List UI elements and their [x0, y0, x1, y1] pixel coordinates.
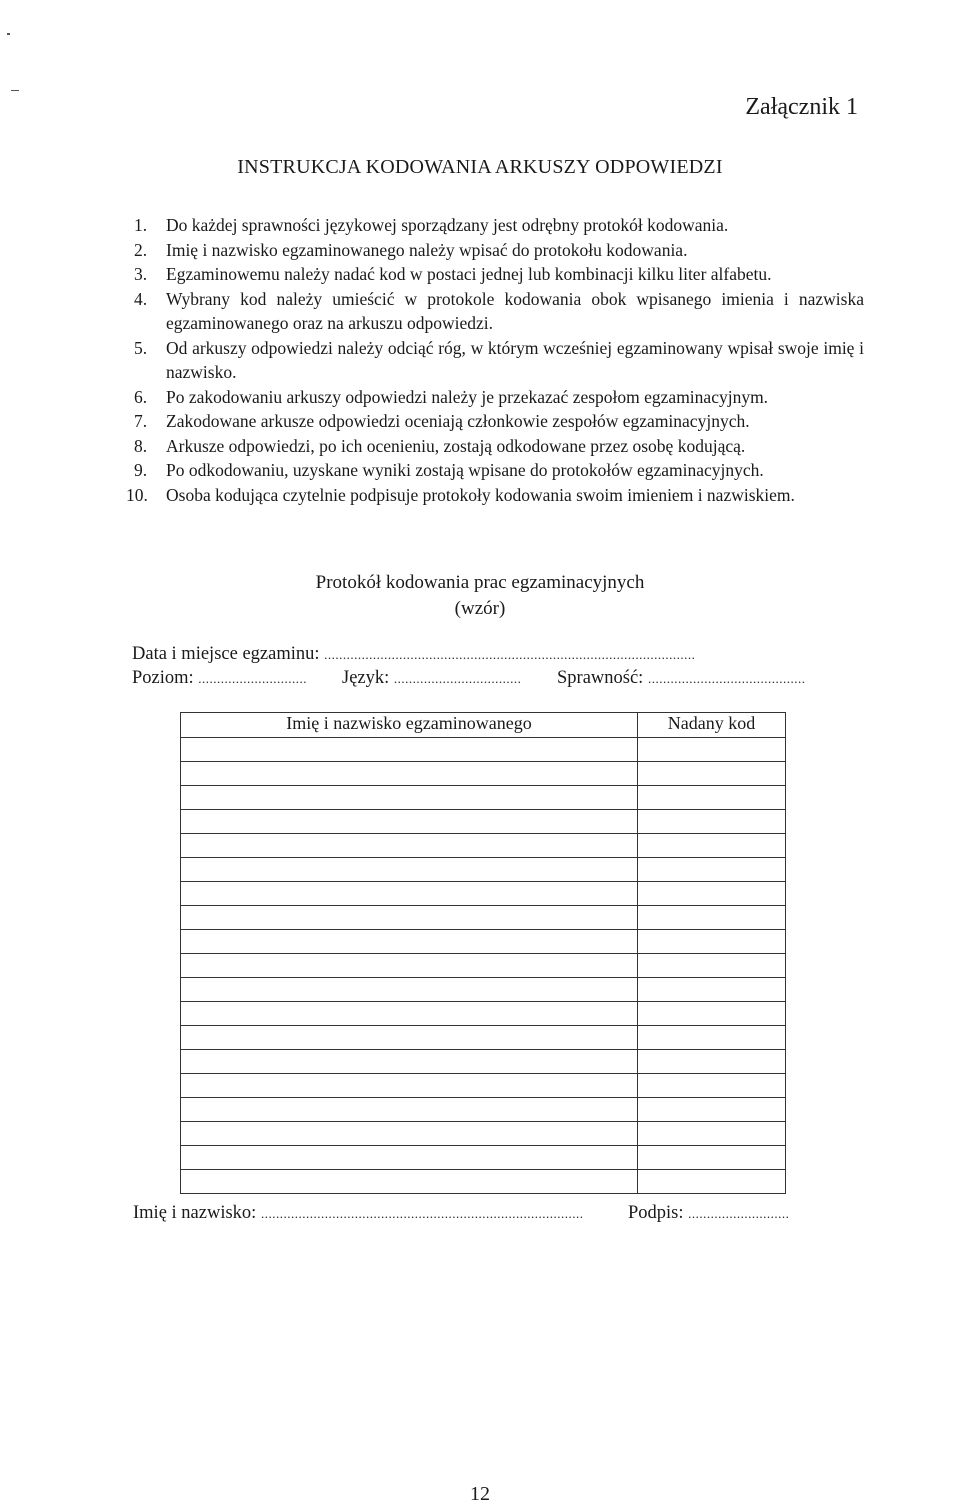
- document-title: INSTRUKCJA KODOWANIA ARKUSZY ODPOWIEDZI: [237, 156, 723, 178]
- code-cell[interactable]: [638, 786, 786, 810]
- name-cell[interactable]: [181, 1002, 638, 1026]
- date-place-dots[interactable]: ...................................................................................................: [324, 647, 696, 662]
- table-row: [181, 1026, 786, 1050]
- code-cell[interactable]: [638, 1026, 786, 1050]
- instruction-number: 8.: [134, 435, 148, 456]
- page-number: 12: [470, 1483, 490, 1505]
- table-row: [181, 834, 786, 858]
- code-cell[interactable]: [638, 978, 786, 1002]
- instruction-text: Zakodowane arkusze odpowiedzi oceniają członkowie zespołów egzaminacyjnych.: [166, 411, 750, 431]
- skill-dots[interactable]: ..........................................: [647, 671, 806, 686]
- coder-name-field: [133, 1203, 583, 1224]
- table-row: [181, 858, 786, 882]
- scan-speck: [11, 90, 19, 91]
- instruction-number: 2.: [134, 239, 148, 260]
- instruction-number: 1.: [134, 215, 148, 235]
- instruction-item: [124, 287, 864, 336]
- name-cell[interactable]: [181, 762, 638, 786]
- level-field: [132, 668, 307, 689]
- code-cell[interactable]: [638, 858, 786, 882]
- instruction-item: [124, 458, 864, 483]
- instruction-item: [124, 483, 864, 508]
- code-cell[interactable]: [638, 1050, 786, 1074]
- protocol-title: Protokół kodowania prac egzaminacyjnych: [315, 572, 645, 593]
- protocol-subtitle: (wzór): [454, 598, 506, 619]
- coding-table-header: [181, 713, 786, 738]
- table-row: [181, 762, 786, 786]
- table-row: [181, 1074, 786, 1098]
- table-row: [181, 906, 786, 930]
- level-label: Poziom:: [132, 668, 194, 688]
- table-row: [181, 810, 786, 834]
- instruction-text: Od arkuszy odpowiedzi należy odciąć róg, w którym wcześniej egzaminowany wpisał swoje imię i nazwisko.: [166, 337, 864, 382]
- instruction-text: Wybrany kod należy umieścić w protokole kodowania obok wpisanego imienia i nazwiska egzaminowanego oraz na arkuszu odpowiedzi.: [166, 288, 864, 333]
- code-cell[interactable]: [638, 906, 786, 930]
- protocol-heading: [0, 570, 960, 622]
- name-cell[interactable]: [181, 786, 638, 810]
- table-row: [181, 786, 786, 810]
- instruction-text: Po odkodowaniu, uzyskane wyniki zostają wpisane do protokołów egzaminacyjnych.: [166, 460, 764, 480]
- instruction-text: Po zakodowaniu arkuszy odpowiedzi należy je przekazać zespołom egzaminacyjnym.: [166, 386, 769, 407]
- name-cell[interactable]: [181, 858, 638, 882]
- code-cell[interactable]: [638, 882, 786, 906]
- table-row: [181, 882, 786, 906]
- signature-label: Podpis:: [628, 1203, 684, 1223]
- code-cell[interactable]: [638, 834, 786, 858]
- table-row: [181, 1146, 786, 1170]
- code-cell[interactable]: [638, 1002, 786, 1026]
- instruction-item: [124, 238, 864, 263]
- instruction-item: [124, 262, 864, 287]
- name-cell[interactable]: [181, 906, 638, 930]
- name-cell[interactable]: [181, 954, 638, 978]
- name-cell[interactable]: [181, 1170, 638, 1194]
- code-cell[interactable]: [638, 1074, 786, 1098]
- table-row: [181, 738, 786, 762]
- name-cell[interactable]: [181, 1026, 638, 1050]
- instruction-list: [124, 213, 864, 507]
- code-cell[interactable]: [638, 738, 786, 762]
- table-row: [181, 1122, 786, 1146]
- code-cell[interactable]: [638, 930, 786, 954]
- instruction-number: 4.: [134, 288, 148, 309]
- code-cell[interactable]: [638, 954, 786, 978]
- table-row: [181, 1098, 786, 1122]
- coding-table: [180, 712, 786, 1194]
- name-cell[interactable]: [181, 930, 638, 954]
- name-cell[interactable]: [181, 834, 638, 858]
- code-cell[interactable]: [638, 1098, 786, 1122]
- language-field: [342, 668, 521, 689]
- scan-speck: [7, 33, 10, 35]
- name-cell[interactable]: [181, 978, 638, 1002]
- instruction-item: [124, 409, 864, 434]
- name-cell[interactable]: [181, 1098, 638, 1122]
- name-cell[interactable]: [181, 1146, 638, 1170]
- instruction-item: [124, 336, 864, 385]
- level-dots[interactable]: .............................: [198, 671, 308, 686]
- instruction-item: [124, 385, 864, 410]
- instruction-text: Osoba kodująca czytelnie podpisuje protokoły kodowania swoim imieniem i nazwiskiem.: [166, 484, 795, 505]
- annex-label: Załącznik 1: [745, 94, 858, 120]
- name-cell[interactable]: [181, 882, 638, 906]
- signature-dots[interactable]: ...........................: [688, 1206, 790, 1221]
- instruction-text: Imię i nazwisko egzaminowanego należy wpisać do protokołu kodowania.: [166, 239, 688, 260]
- skill-label: Sprawność:: [557, 668, 644, 688]
- name-cell[interactable]: [181, 1074, 638, 1098]
- instruction-text: Do każdej sprawności językowej sporządzany jest odrębny protokół kodowania.: [166, 215, 729, 235]
- col-name-header: Imię i nazwisko egzaminowanego: [181, 713, 638, 738]
- instruction-number: 6.: [134, 386, 148, 407]
- name-cell[interactable]: [181, 810, 638, 834]
- col-code-header: Nadany kod: [638, 713, 786, 738]
- language-dots[interactable]: ..................................: [393, 671, 522, 686]
- instruction-number: 3.: [134, 264, 148, 284]
- table-row: [181, 954, 786, 978]
- code-cell[interactable]: [638, 1146, 786, 1170]
- instruction-number: 9.: [134, 460, 148, 480]
- table-row: [181, 1050, 786, 1074]
- name-cell[interactable]: [181, 738, 638, 762]
- table-row: [181, 978, 786, 1002]
- name-cell[interactable]: [181, 1122, 638, 1146]
- instruction-number: 10.: [126, 484, 148, 505]
- code-cell[interactable]: [638, 810, 786, 834]
- table-row: [181, 1170, 786, 1194]
- signature-field: [628, 1203, 789, 1224]
- name-cell[interactable]: [181, 1050, 638, 1074]
- coder-name-dots[interactable]: ......................................................................................: [260, 1206, 584, 1221]
- language-label: Język:: [342, 668, 390, 688]
- code-cell[interactable]: [638, 1122, 786, 1146]
- coder-name-label: Imię i nazwisko:: [133, 1203, 257, 1223]
- instruction-text: Egzaminowemu należy nadać kod w postaci jednej lub kombinacji kilku liter alfabetu.: [166, 264, 772, 284]
- instruction-number: 5.: [134, 337, 148, 358]
- code-cell[interactable]: [638, 762, 786, 786]
- table-row: [181, 930, 786, 954]
- code-cell[interactable]: [638, 1170, 786, 1194]
- date-place-label: Data i miejsce egzaminu:: [132, 644, 320, 664]
- instruction-number: 7.: [134, 411, 148, 431]
- instruction-item: [124, 434, 864, 459]
- instruction-text: Arkusze odpowiedzi, po ich ocenieniu, zostają odkodowane przez osobę kodującą.: [166, 435, 746, 456]
- instruction-item: [124, 213, 864, 238]
- date-place-field: [132, 644, 695, 665]
- skill-field: [557, 668, 805, 689]
- table-row: [181, 1002, 786, 1026]
